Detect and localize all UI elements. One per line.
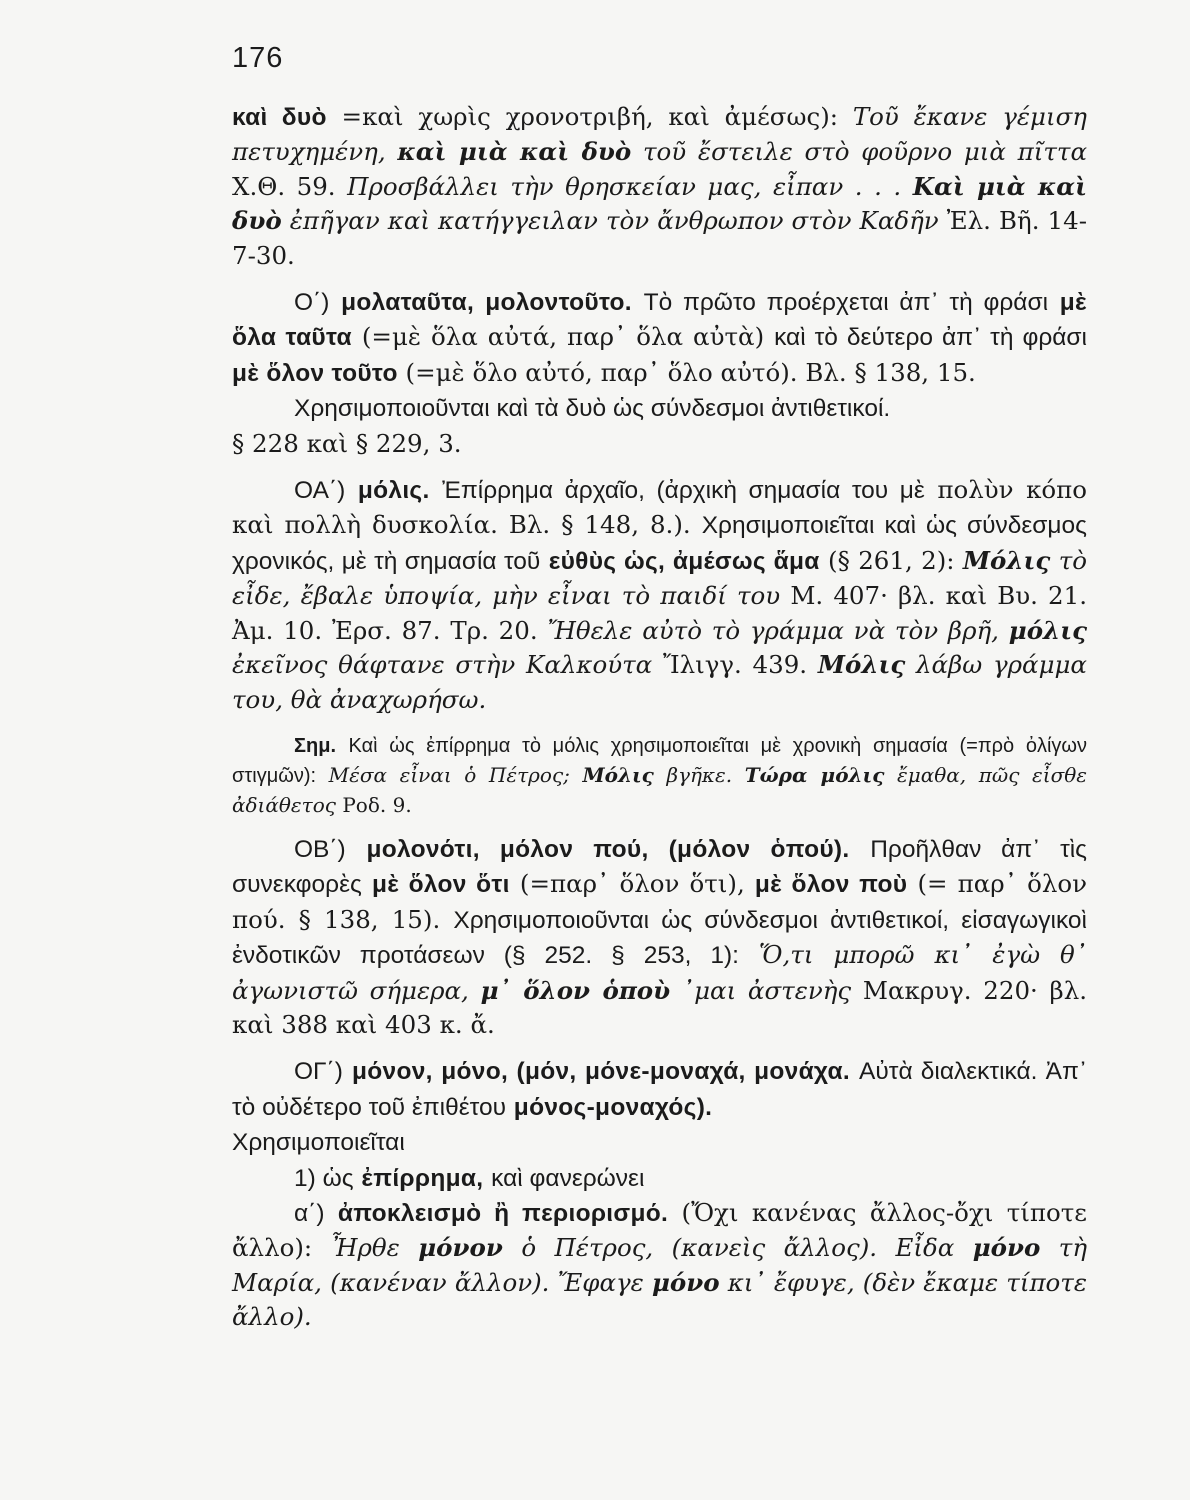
- entry-headword: μόλις.: [357, 477, 430, 505]
- reference: Χ.Θ. 59.: [232, 171, 336, 201]
- reference: Ροδ. 9.: [342, 792, 412, 817]
- sub-item: α΄) ἀποκλεισμὸ ἢ περιορισμό. (Ὄχι κανένας ἄλλος-ὄχι τίποτε ἄλλο): Ἦρθε μόνον ὁ Πέτρος, (κανεὶς ἄλλος). Εἶδα μόνο τὴ Μαρία, (κανέναν ἄλλον). Ἔφαγε μόνο κι᾿ ἔφυγε, (δὲν ἔκαμε τίποτε ἄλλο).: [232, 1197, 1087, 1332]
- entry-headword: μολονότι, μόλον πού, (μόλον ὁπού).: [366, 835, 850, 863]
- reference: Ἴλιγγ. 439.: [662, 650, 808, 680]
- reference: Μακρυγ. 220· βλ. καὶ 388 καὶ 403 κ. ἄ.: [232, 975, 1088, 1039]
- entry-label: ΟΒ΄): [294, 835, 346, 863]
- reference: § 228 καὶ § 229, 3.: [232, 428, 462, 458]
- entry-o-refs: [232, 427, 1087, 461]
- entry-o-usage: Χρησιμοποιοῦνται καὶ τὰ δυὸ ὡς σύνδεσμοι ἀντιθετικοί.: [294, 395, 891, 423]
- reference: Ἐλ. Βῆ. 14-7-30.: [232, 206, 1087, 270]
- reference: Μ. 407· βλ. καὶ Βυ. 21. Ἀμ. 10. Ἐρσ. 87. Τρ. 20.: [232, 581, 1087, 645]
- entry-headword: μόνον, μόνο, (μόν, μόνε-μοναχά, μονάχα.: [352, 1058, 850, 1086]
- entry-og-usage: Χρησιμοποιεῖται: [232, 1129, 405, 1157]
- entry-headword: μολαταῦτα, μολοντοῦτο.: [341, 289, 632, 317]
- phrase-kai-dyo: καὶ δυὸ: [232, 104, 327, 131]
- note: Σημ. Καὶ ὡς ἐπίρρημα τὸ μόλις χρησιμοποιεῖται μὲ χρονικὴ σημασία (=πρὸ ὀλίγων στιγμῶν): Μέσα εἶναι ὁ Πέτρος; Μόλις βγῆκε. Τώρα μόλις ἔμαθα, πῶς εἶσθε ἀδιάθετος Ροδ. 9.: [232, 734, 1088, 817]
- note-label: Σημ.: [294, 734, 337, 757]
- entry-oa: ΟΑ΄) μόλις. Ἐπίρρημα ἀρχαῖο, (ἀρχικὴ σημασία του μὲ πολὺν κόπο καὶ πολλὴ δυσκολία. Βλ. § 148, 8.). Χρησιμοποιεῖται καὶ ὡς σύνδεσμος χρονικός, μὲ τὴ σημασία τοῦ εὐθὺς ὡς, ἀμέσως ἅμα (§ 261, 2): Μόλις τὸ εἶδε, ἔβαλε ὑποψία, μὴν εἶναι τὸ παιδί του Μ. 407· βλ. καὶ Βυ. 21. Ἀμ. 10. Ἐρσ. 87. Τρ. 20. Ἤθελε αὐτὸ τὸ γράμμα νὰ τὸν βρῆ, μόλις ἐκεῖνος θάφτανε στὴν Καλκούτα Ἴλιγγ. 439. Μόλις λάβω γράμμα του, θὰ ἀναχωρήσω.: [232, 475, 1088, 714]
- reference: § 138, 15).: [298, 904, 441, 934]
- reference: (§ 261, 2):: [828, 545, 955, 575]
- entry-label: ΟΓ΄): [294, 1058, 343, 1086]
- page-number: 176: [232, 42, 284, 74]
- entry-label: ΟΑ΄): [294, 477, 346, 505]
- entry-o: Ο΄) μολαταῦτα, μολοντοῦτο. Τὸ πρῶτο προέρχεται ἀπ᾿ τὴ φράσι μὲ ὅλα ταῦτα (=μὲ ὅλα αὐτά, παρ᾿ ὅλα αὐτὰ) καὶ τὸ δεύτερο ἀπ᾿ τὴ φράσι μὲ ὅλον τοῦτο (=μὲ ὅλο αὐτό, παρ᾿ ὅλο αὐτό). Βλ. § 138, 15.: [232, 289, 1087, 387]
- entry-og: ΟΓ΄) μόνον, μόνο, (μόν, μόνε-μοναχά, μονάχα. Αὐτὰ διαλεκτικά. Ἀπ᾿ τὸ οὐδέτερο τοῦ ἐπιθέτου μόνος-μοναχός).: [232, 1058, 1088, 1121]
- page-text: [232, 100, 1087, 1335]
- paragraph-continuation: καὶ δυὸ =καὶ χωρὶς χρονοτριβή, καὶ ἀμέσως): Τοῦ ἔκανε γέμιση πετυχημένη, καὶ μιὰ καὶ δυὸ τοῦ ἔστειλε στὸ φοῦρνο μιὰ πῖττα Χ.Θ. 59. Προσβάλλει τὴν θρησκείαν μας, εἶπαν . . . Καὶ μιὰ καὶ δυὸ ἐπῆγαν καὶ κατήγγειλαν τὸν ἄνθρωπον στὸν Καδῆν Ἐλ. Βῆ. 14-7-30.: [232, 102, 1087, 270]
- entry-ob: ΟΒ΄) μολονότι, μόλον πού, (μόλον ὁπού). Προῆλθαν ἀπ᾿ τὶς συνεκφορὲς μὲ ὅλον ὅτι (=παρ᾿ ὅλον ὅτι), μὲ ὅλον ποὺ (= παρ᾿ ὅλον πού. § 138, 15). Χρησιμοποιοῦνται ὡς σύνδεσμοι ἀντιθετικοί, εἰσαγωγικοὶ ἐνδοτικῶν προτάσεων (§ 252. § 253, 1): Ὅ,τι μπορῶ κι᾿ ἐγὼ θ᾿ ἀγωνιστῶ σήμερα, μ᾿ ὅλον ὁποὺ ᾿μαι ἀστενὴς Μακρυγ. 220· βλ. καὶ 388 καὶ 403 κ. ἄ.: [232, 835, 1088, 1039]
- entry-label: Ο΄): [294, 289, 330, 317]
- list-item: 1) ὡς ἐπίρρημα, καὶ φανερώνει: [294, 1164, 645, 1192]
- reference: Βλ. § 138, 15.: [805, 357, 976, 387]
